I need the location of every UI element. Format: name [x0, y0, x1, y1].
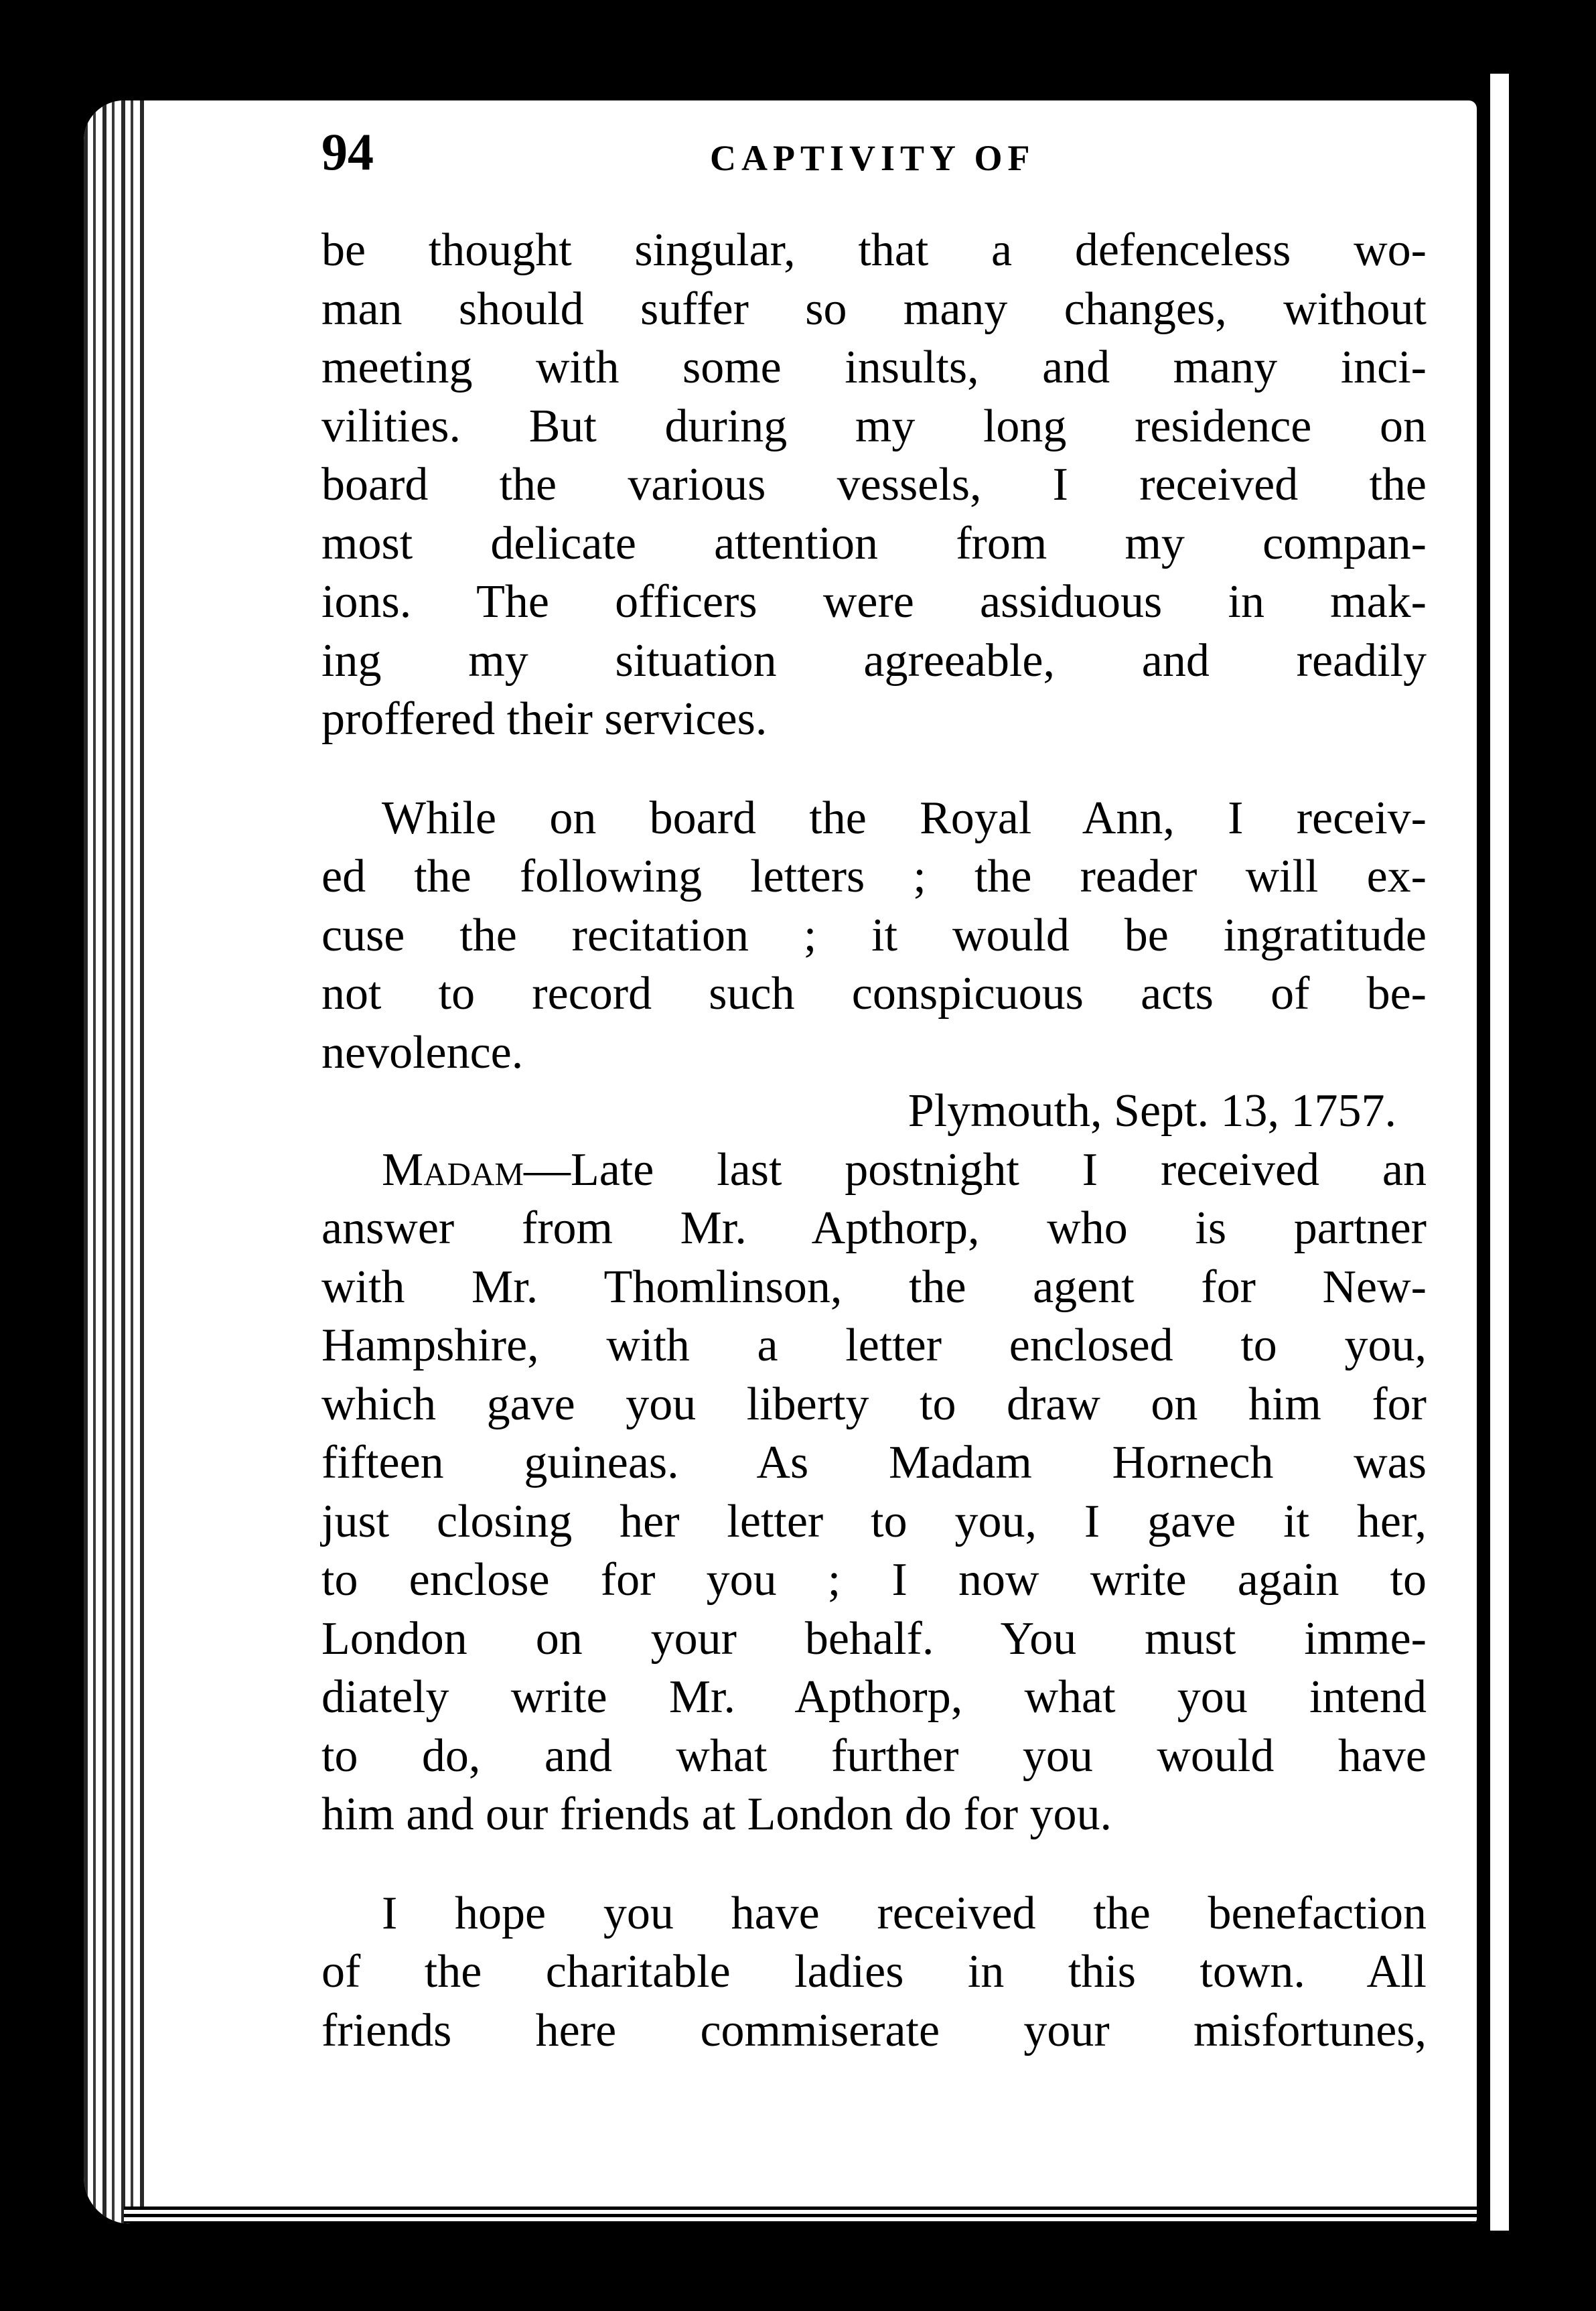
text-line: London on your behalf. You must imme- [321, 1612, 1427, 1665]
letter-dateline: Plymouth, Sept. 13, 1757. [908, 1085, 1396, 1137]
text-line: I hope you have received the benefaction [382, 1887, 1427, 1939]
text-line: Hampshire, with a letter enclosed to you, [321, 1320, 1427, 1371]
page-gutter [84, 100, 147, 2224]
letter-first-line-text: —Late last postnight I received an [523, 1143, 1427, 1196]
page-right-edge [1490, 74, 1509, 2231]
text-line: ed the following letters ; the reader will ex- [321, 851, 1427, 902]
letter-salutation: Madam [382, 1143, 524, 1196]
letter-first-line [321, 1141, 1427, 1200]
text-line: of the charitable ladies in this town. All [321, 1946, 1427, 1998]
text-line: meeting with some insults, and many inci- [321, 342, 1427, 393]
text-line: vilities. But during my long residence on [321, 400, 1427, 452]
text-line: not to record such conspicuous acts of be- [321, 968, 1427, 1020]
text-line: While on board the Royal Ann, I receiv- [382, 792, 1427, 844]
text-line: which gave you liberty to draw on him for [321, 1378, 1427, 1430]
text-line: most delicate attention from my compan- [321, 517, 1427, 569]
text-line: proffered their services. [321, 693, 768, 745]
text-line: just closing her letter to you, I gave it her, [321, 1495, 1427, 1547]
text-line: ions. The officers were assiduous in mak- [321, 576, 1427, 628]
text-line: to do, and what further you would have [321, 1730, 1427, 1782]
text-line: nevolence. [321, 1026, 524, 1078]
page-number: 94 [321, 123, 374, 181]
text-line: answer from Mr. Apthorp, who is partner [321, 1202, 1427, 1254]
text-line: with Mr. Thomlinson, the agent for New- [321, 1261, 1427, 1313]
text-line: fifteen guineas. As Madam Hornech was [321, 1437, 1427, 1488]
text-line: him and our friends at London do for you. [321, 1789, 1112, 1840]
page-bottom-edge [124, 2207, 1477, 2224]
text-line: man should suffer so many changes, without [321, 283, 1427, 335]
body-text [321, 221, 1427, 2060]
text-line: cuse the recitation ; it would be ingratitude [321, 909, 1427, 961]
text-line: board the various vessels, I received the [321, 459, 1427, 510]
text-line: be thought singular, that a defenceless wo- [321, 224, 1427, 276]
text-line: friends here commiserate your misfortunes, [321, 2004, 1427, 2056]
text-line: to enclose for you ; I now write again to [321, 1554, 1427, 1606]
text-line: diately write Mr. Apthorp, what you intend [321, 1671, 1427, 1723]
text-line: ing my situation agreeable, and readily [321, 634, 1427, 687]
running-head: CAPTIVITY OF [710, 138, 1035, 178]
